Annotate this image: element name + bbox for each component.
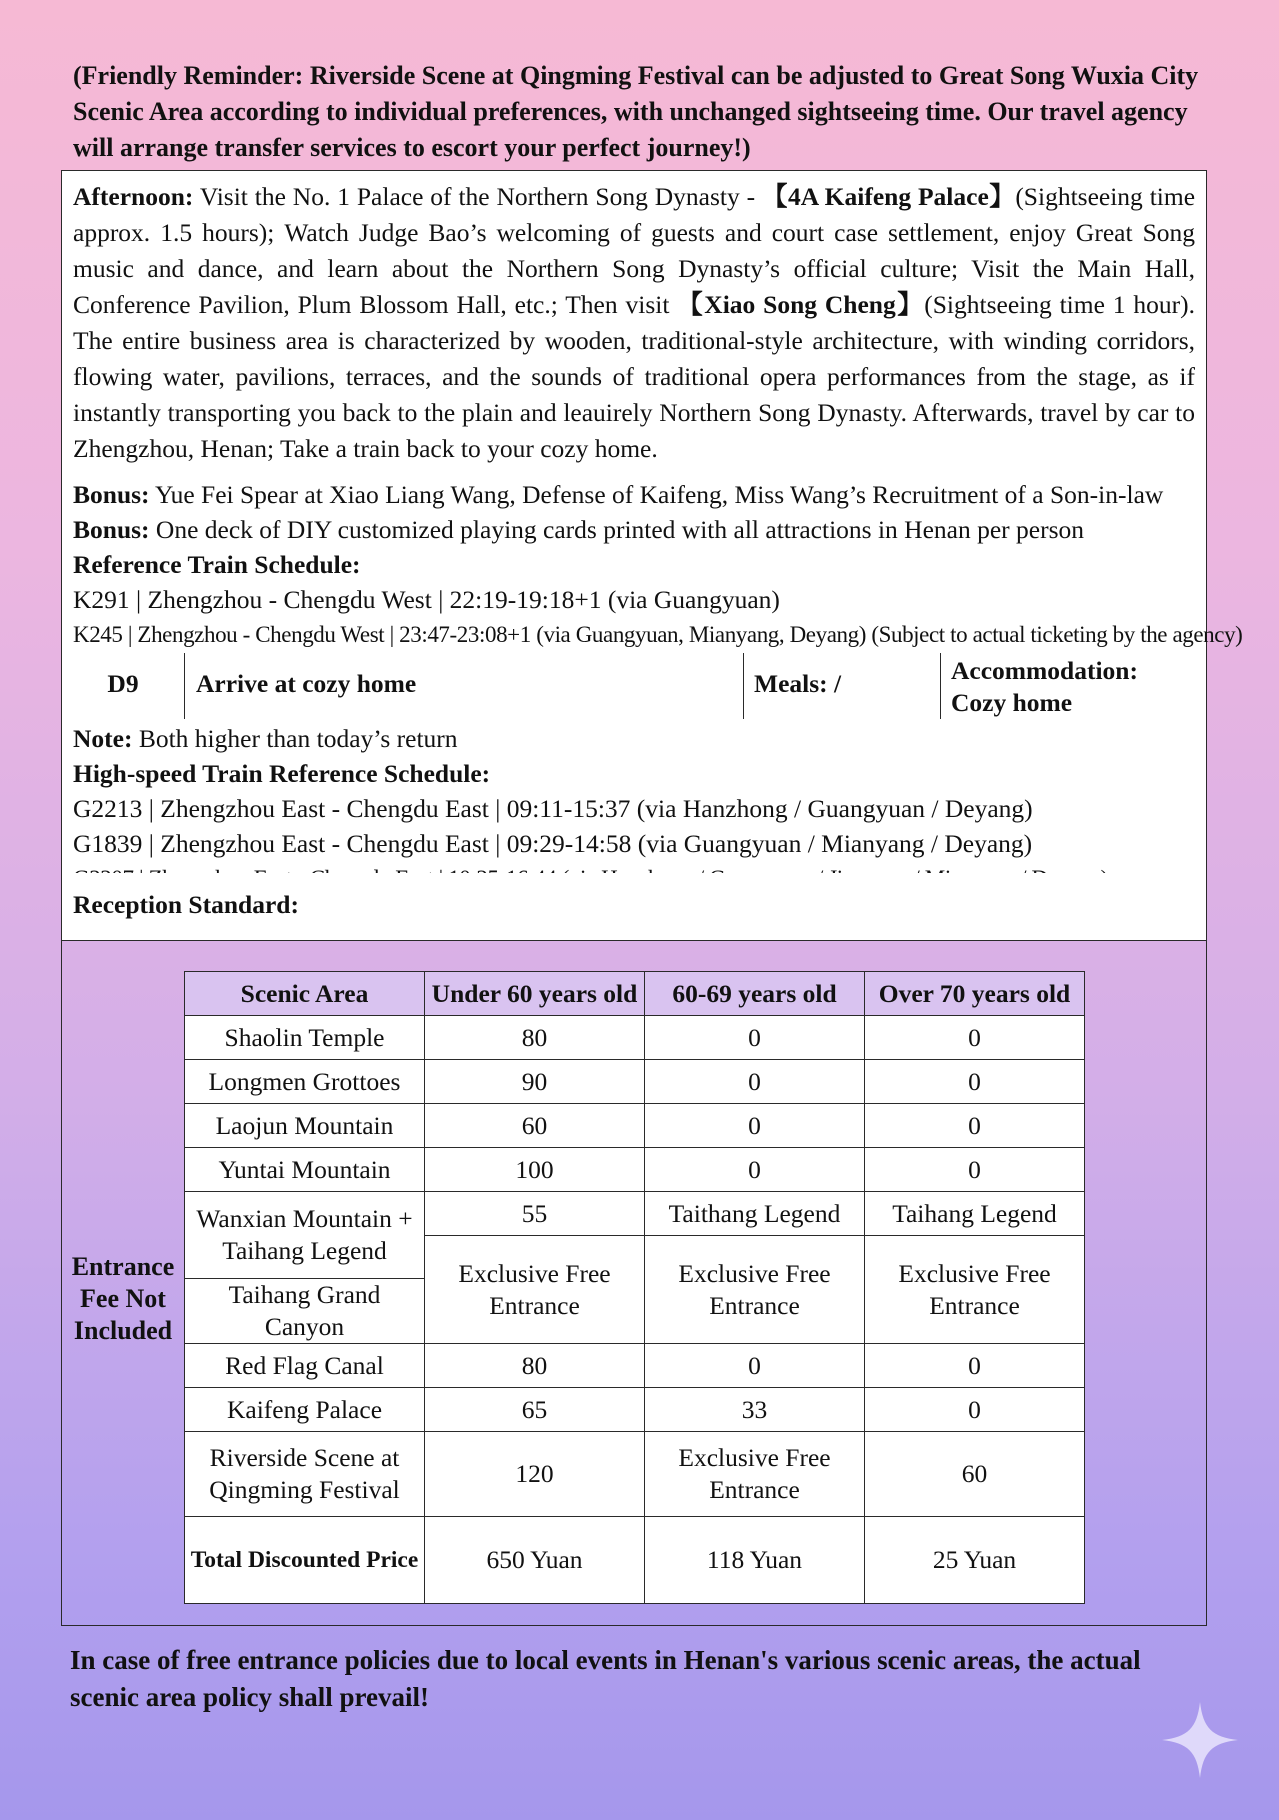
scenic-area-cell: Longmen Grottoes xyxy=(185,1060,425,1104)
scenic-area-cell: Taihang Grand Canyon xyxy=(185,1279,425,1344)
afternoon-paragraph xyxy=(73,179,1195,467)
price-cell: 100 xyxy=(425,1148,645,1192)
total-row xyxy=(185,1517,1085,1604)
scenic-area-cell: Riverside Scene at Qingming Festival xyxy=(185,1432,425,1517)
price-cell: 33 xyxy=(645,1388,865,1432)
reception-standard-title: Reception Standard: xyxy=(73,890,299,919)
price-cell: 65 xyxy=(425,1388,645,1432)
day-title: Arrive at cozy home xyxy=(196,669,417,698)
note-text: Both higher than today’s return xyxy=(132,724,458,753)
hs-line-g1839: G1839 | Zhengzhou East - Chengdu East | 09:29-14:58 (via Guangyuan / Mianyang / Deyang) xyxy=(73,829,1033,858)
afternoon-text-2: (Sightseeing time approx. 1.5 hours); Watch Judge Bao’s welcoming of guests and court case settlement, enjoy Great Song music and dance, and learn about the Northern Song Dynasty’s official culture; Visit the Main Hall, Conference Pavilion, Plum Blossom Hall, etc.; Then visit xyxy=(73,182,1196,319)
total-cell: 25 Yuan xyxy=(865,1517,1085,1604)
scenic-area-cell: Kaifeng Palace xyxy=(185,1388,425,1432)
divider xyxy=(184,653,185,719)
price-cell: 0 xyxy=(645,1148,865,1192)
afternoon-section xyxy=(62,171,1243,653)
table-row xyxy=(185,1104,1085,1148)
price-cell: 0 xyxy=(645,1344,865,1388)
column-header: Under 60 years old xyxy=(425,972,645,1016)
bonus-text: Yue Fei Spear at Xiao Liang Wang, Defense of Kaifeng, Miss Wang’s Recruitment of a Son-in-law xyxy=(149,480,1164,509)
hs-schedule-title: High-speed Train Reference Schedule: xyxy=(73,759,491,788)
note-label: Note: xyxy=(73,724,133,753)
friendly-reminder: (Friendly Reminder: Riverside Scene at Qingming Festival can be adjusted to Great Song Wuxia City Scenic Area according to individual preferences, with unchanged sightseeing time. Our travel agency will arrange transfer services to escort your perfect journey!) xyxy=(73,61,1199,162)
bonus-line-1 xyxy=(73,477,1195,512)
column-header: Scenic Area xyxy=(185,972,425,1016)
price-cell: 0 xyxy=(645,1060,865,1104)
price-cell: 60 xyxy=(865,1432,1085,1517)
day-row xyxy=(62,653,1206,719)
scenic-area-cell: Yuntai Mountain xyxy=(185,1148,425,1192)
bonus-text: One deck of DIY customized playing cards printed with all attractions in Henan per person xyxy=(149,515,1085,544)
note-line xyxy=(73,721,1195,756)
price-cell: 80 xyxy=(425,1344,645,1388)
table-row xyxy=(185,1016,1085,1060)
kaifeng-palace-highlight: 【4A Kaifeng Palace】 xyxy=(762,182,1016,211)
total-cell: 118 Yuan xyxy=(645,1517,865,1604)
price-cell: 90 xyxy=(425,1060,645,1104)
price-cell: 0 xyxy=(865,1148,1085,1192)
note-section xyxy=(62,719,1206,873)
scenic-area-cell: Laojun Mountain xyxy=(185,1104,425,1148)
price-cell: Exclusive Free Entrance xyxy=(645,1432,865,1517)
scenic-area-cell: Wanxian Mountain + Taihang Legend xyxy=(185,1192,425,1279)
footer-notice: In case of free entrance policies due to local events in Henan's various scenic areas, the actual scenic area policy shall prevail! xyxy=(70,1645,1141,1712)
reception-section xyxy=(62,873,1206,940)
afternoon-label: Afternoon: xyxy=(73,182,194,211)
itinerary-box xyxy=(61,170,1243,1626)
bonus-label: Bonus: xyxy=(73,480,150,509)
afternoon-text-1: Visit the No. 1 Palace of the Northern Song Dynasty - xyxy=(193,182,763,211)
price-cell: Exclusive Free Entrance xyxy=(425,1236,645,1344)
price-cell: 0 xyxy=(865,1016,1085,1060)
table-row xyxy=(185,1060,1085,1104)
column-header: 60-69 years old xyxy=(645,972,865,1016)
day-label: D9 xyxy=(107,669,139,698)
hs-line-g2213: G2213 | Zhengzhou East - Chengdu East | 09:11-15:37 (via Hanzhong / Guangyuan / Deyang) xyxy=(73,794,1033,823)
train-line-k245: K245 | Zhengzhou - Chengdu West | 23:47-23:08+1 (via Guangyuan, Mianyang, Deyang) (Subject to actual ticketing by the agency) xyxy=(73,622,1243,647)
xiao-song-cheng-highlight: 【Xiao Song Cheng】 xyxy=(677,290,925,319)
price-cell: 0 xyxy=(865,1388,1085,1432)
price-cell: Taihang Legend xyxy=(865,1192,1085,1236)
divider xyxy=(743,653,744,719)
divider xyxy=(62,940,1206,941)
afternoon-text-3: (Sightseeing time 1 hour). The entire business area is characterized by wooden, traditional-style architecture, with winding corridors, flowing water, pavilions, terraces, and the sounds of traditional opera performances from the stage, as if instantly transporting you back to the plain and leauirely Northern Song Dynasty. Afterwards, travel by car to Zhengzhou, Henan; Take a train back to your cozy home. xyxy=(73,290,1196,463)
entrance-fee-label: Entrance Fee Not Included xyxy=(71,1252,175,1345)
train-schedule-title: Reference Train Schedule: xyxy=(73,550,361,579)
scenic-area-cell: Red Flag Canal xyxy=(185,1344,425,1388)
divider xyxy=(940,653,941,719)
price-cell: 80 xyxy=(425,1016,645,1060)
bonus-line-2 xyxy=(73,512,1195,547)
train-line-k291: K291 | Zhengzhou - Chengdu West | 22:19-19:18+1 (via Guangyuan) xyxy=(73,585,780,614)
price-cell: Exclusive Free Entrance xyxy=(865,1236,1085,1344)
price-cell: 120 xyxy=(425,1432,645,1517)
total-cell: 650 Yuan xyxy=(425,1517,645,1604)
price-cell: 0 xyxy=(865,1104,1085,1148)
scenic-area-cell: Shaolin Temple xyxy=(185,1016,425,1060)
price-cell: 0 xyxy=(645,1104,865,1148)
table-row xyxy=(185,1344,1085,1388)
price-cell: 0 xyxy=(645,1016,865,1060)
price-cell: 0 xyxy=(865,1060,1085,1104)
entrance-fee-table xyxy=(184,971,1085,1604)
accommodation-value: Cozy home xyxy=(951,688,1073,717)
table-row xyxy=(185,1148,1085,1192)
accommodation-label: Accommodation: xyxy=(951,656,1138,685)
price-cell: 60 xyxy=(425,1104,645,1148)
price-cell: Exclusive Free Entrance xyxy=(645,1236,865,1344)
table-row xyxy=(185,1192,1085,1236)
bonus-label: Bonus: xyxy=(73,515,150,544)
price-cell: 55 xyxy=(425,1192,645,1236)
price-cell: 0 xyxy=(865,1344,1085,1388)
column-header: Over 70 years old xyxy=(865,972,1085,1016)
meals-label: Meals: / xyxy=(754,669,842,698)
table-row xyxy=(185,1432,1085,1517)
table-header-row xyxy=(185,972,1085,1016)
total-label: Total Discounted Price xyxy=(185,1517,425,1604)
sparkle-icon xyxy=(1160,1700,1240,1780)
price-cell: Taithang Legend xyxy=(645,1192,865,1236)
table-row xyxy=(185,1388,1085,1432)
